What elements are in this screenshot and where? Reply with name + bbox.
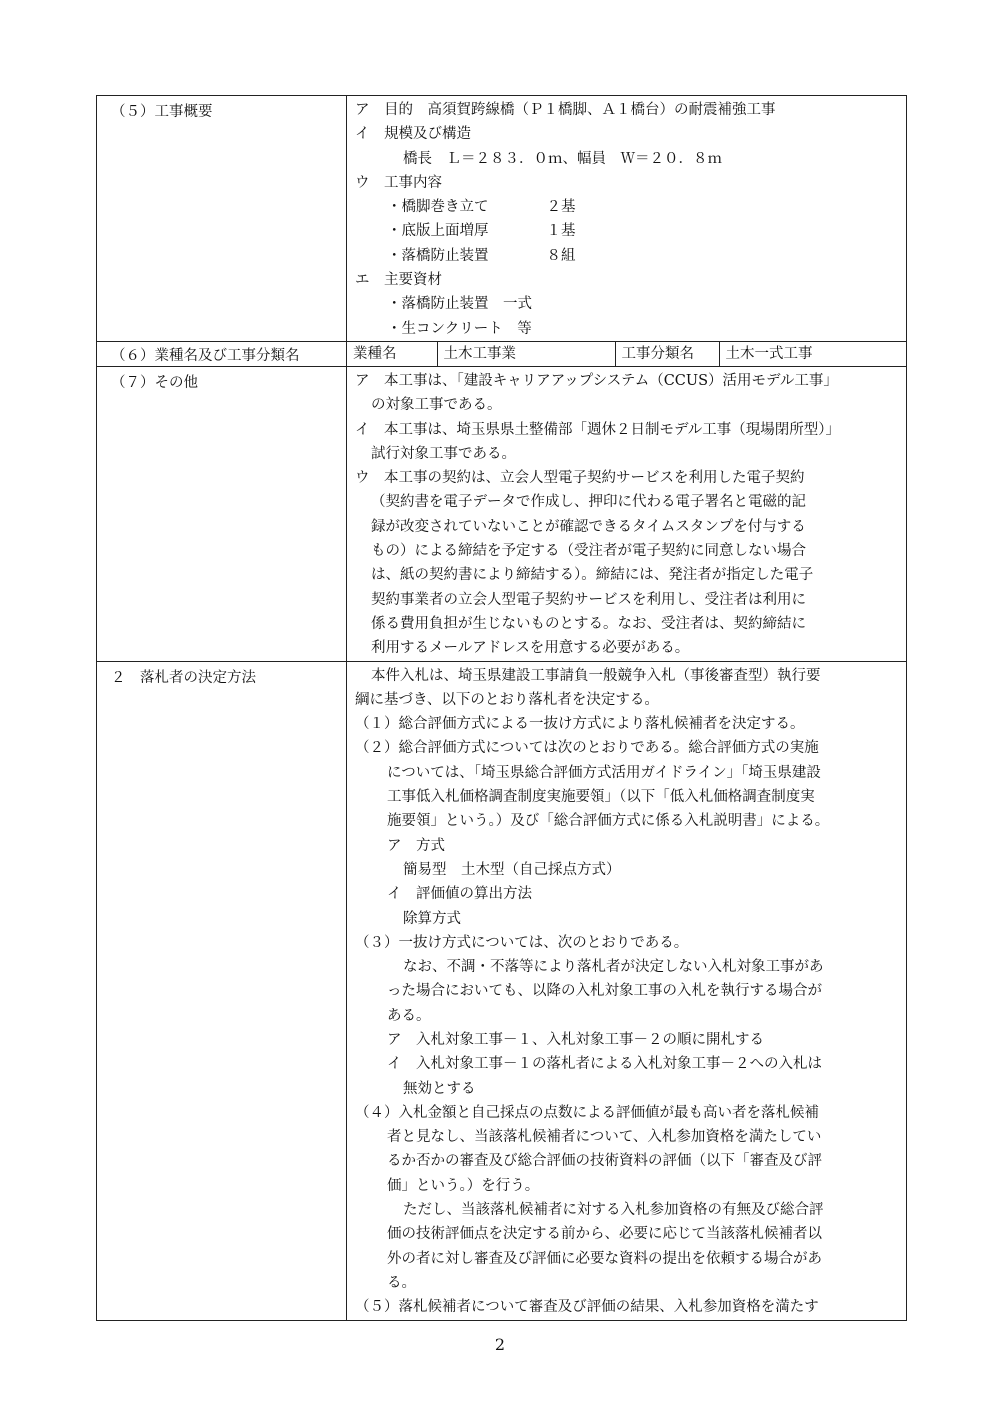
work-class-value: 土木一式工事 [725, 345, 813, 362]
text-line: ア 方式 [387, 837, 445, 854]
text-line: は、紙の契約書により締結する）。締結には、発注者が指定した電子 [371, 567, 814, 584]
page-number: 2 [494, 1335, 506, 1354]
text-line: 綱に基づき、以下のとおり落札者を決定する。 [355, 691, 659, 708]
section-content [347, 96, 907, 342]
text-line: なお、不調・不落等により落札者が決定しない入札対象工事があ [403, 959, 824, 976]
text-line: るか否かの審査及び総合評価の技術資料の評価（以下「審査及び評 [387, 1153, 822, 1170]
text-line: 契約事業者の立会人型電子契約サービスを利用し、受注者は利用に [371, 591, 806, 608]
text-line: ただし、当該落札候補者に対する入札参加資格の有無及び総合評 [403, 1202, 824, 1219]
section-content [347, 661, 907, 1320]
text-line: 録が改変されていないことが確認できるタイムスタンプを付与する [371, 518, 806, 535]
text-line: 施要領」という。）及び「総合評価方式に係る入札説明書」による。 [387, 813, 830, 830]
section-content [347, 341, 907, 366]
text-line: （５）落札候補者について審査及び評価の結果、入札参加資格を満たす [355, 1299, 819, 1316]
text-line: （４）入札金額と自己採点の点数による評価値が最も高い者を落札候補 [355, 1104, 819, 1121]
text-line: 価」という。）を行う。 [387, 1177, 540, 1194]
text-line: ・底版上面増厚 １基 [387, 223, 576, 240]
text-line: エ 主要資材 [355, 272, 442, 289]
text-line: 橋長 Ｌ＝２８３．０ｍ、幅員 Ｗ＝２０．８ｍ [403, 150, 722, 167]
text-line: ウ 工事内容 [355, 174, 442, 191]
text-line: （３）一抜け方式については、次のとおりである。 [355, 934, 689, 951]
section-row [97, 661, 907, 1320]
text-line: 簡易型 土木型（自己採点方式） [403, 861, 621, 878]
section-row [97, 341, 907, 366]
section-content [347, 366, 907, 661]
text-line: 無効とする [403, 1080, 476, 1097]
text-line: イ 規模及び構造 [355, 126, 471, 143]
section-row [97, 366, 907, 661]
text-line: イ 入札対象工事－１の落札者による入札対象工事－２への入札は [387, 1056, 822, 1073]
section-label: （６）業種名及び工事分類名 [97, 341, 347, 366]
text-line: の対象工事である。 [371, 397, 502, 414]
text-line: ・落橋防止装置 一式 [387, 296, 532, 313]
text-line: ・橋脚巻き立て ２基 [387, 199, 576, 216]
text-line: る。 [387, 1274, 416, 1291]
text-line: ア 本工事は、「建設キャリアアップシステム（CCUS）活用モデル工事」 [355, 372, 838, 389]
text-line: ・生コンクリート 等 [387, 320, 532, 337]
industry-label: 業種名 [347, 342, 437, 366]
text-line: （１）総合評価方式による一抜け方式により落札候補者を決定する。 [355, 716, 805, 733]
document-table [96, 95, 907, 1321]
text-line: 除算方式 [403, 910, 461, 927]
work-class-label: 工事分類名 [615, 342, 719, 366]
text-line: ある。 [387, 1007, 431, 1024]
text-line: 工事低入札価格調査制度実施要領」（以下「低入札価格調査制度実 [387, 789, 815, 806]
industry-value: 土木工事業 [437, 342, 615, 366]
text-line: 本件入札は、埼玉県建設工事請負一般競争入札（事後審査型）執行要 [371, 667, 821, 684]
text-line: 外の者に対し審査及び評価に必要な資料の提出を依頼する場合があ [387, 1250, 822, 1267]
text-line: ア 目的 高須賀跨線橋（Ｐ１橋脚、Ａ１橋台）の耐震補強工事 [355, 102, 776, 118]
text-line: 係る費用負担が生じないものとする。なお、受注者は、契約締結に [371, 615, 806, 632]
classification-table [347, 342, 906, 366]
text-line: もの）による締結を予定する（受注者が電子契約に同意しない場合 [371, 543, 806, 560]
text-line: ア 入札対象工事－１、入札対象工事－２の順に開札する [387, 1031, 764, 1048]
text-line: イ 本工事は、埼玉県県土整備部「週休２日制モデル工事（現場閉所型）」 [355, 421, 841, 438]
text-line: 価の技術評価点を決定する前から、必要に応じて当該落札候補者以 [387, 1226, 822, 1243]
text-line: については、「埼玉県総合評価方式活用ガイドライン」「埼玉県建設 [387, 764, 821, 781]
section-label: （７）その他 [97, 366, 347, 661]
text-line: 者と見なし、当該落札候補者について、入札参加資格を満たしてい [387, 1129, 822, 1146]
text-line: 利用するメールアドレスを用意する必要がある。 [371, 640, 690, 657]
text-line: イ 評価値の算出方法 [387, 886, 532, 903]
text-line: ・落橋防止装置 ８組 [387, 247, 576, 264]
section-row [97, 96, 907, 342]
section-label: （５）工事概要 [97, 96, 347, 342]
section-label: ２ 落札者の決定方法 [97, 661, 347, 1320]
text-line: 試行対象工事である。 [371, 445, 516, 462]
text-line: （契約書を電子データで作成し、押印に代わる電子署名と電磁的記 [371, 494, 806, 511]
text-line: （２）総合評価方式については次のとおりである。総合評価方式の実施 [355, 740, 819, 757]
text-line: ウ 本工事の契約は、立会人型電子契約サービスを利用した電子契約 [355, 470, 805, 487]
text-line: った場合においても、以降の入札対象工事の入札を執行する場合が [387, 983, 822, 1000]
